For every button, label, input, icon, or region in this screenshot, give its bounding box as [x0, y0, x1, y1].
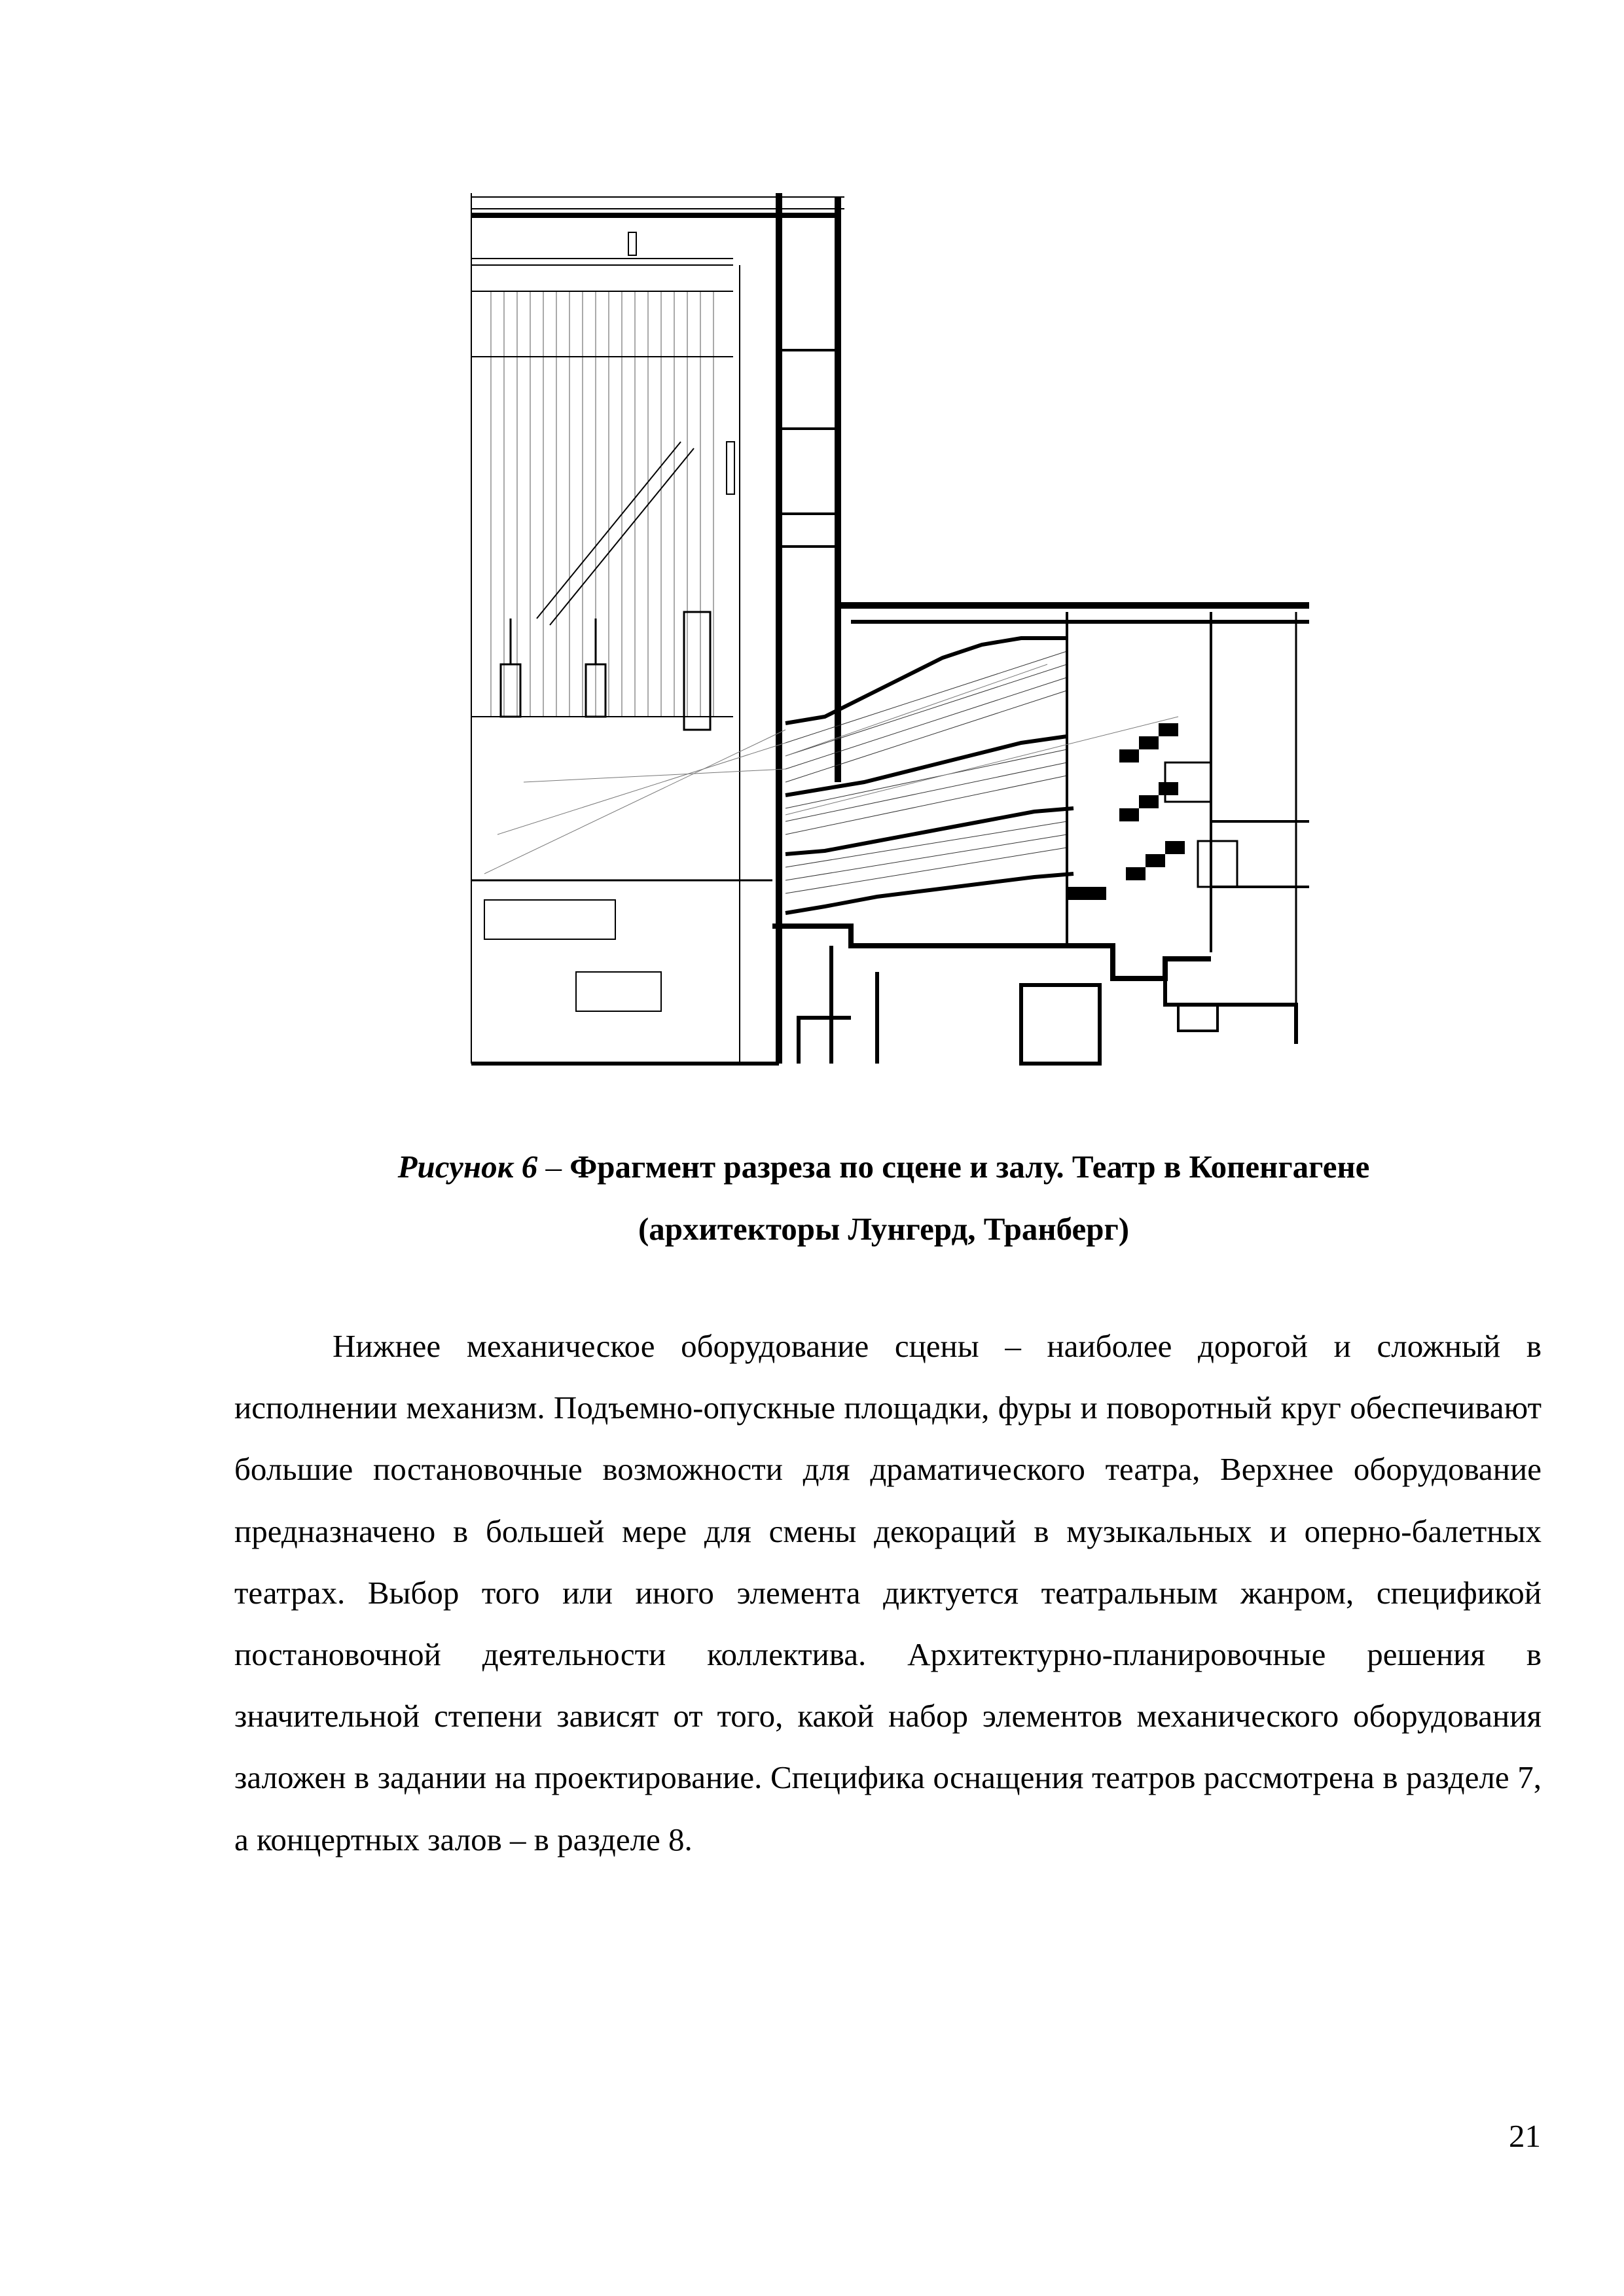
- page-number: 21: [1509, 2118, 1541, 2154]
- figure-label: Рисунок 6: [397, 1149, 538, 1185]
- body-text: [234, 1316, 1542, 1871]
- theater-section-drawing: [458, 193, 1309, 1080]
- paragraph: Нижнее механическое оборудование сцены – наиболее дорогой и сложный в исполнении механизм. Подъемно-опускные площадки, фуры и поворотный круг обеспечивают большие постановочные возможности для драматического театра, Верхнее оборудование предназначено в большей мере для смены декораций в музыкальных и оперно-балетных театрах. Выбор того или иного элемента диктуется театральным жанром, спецификой постановочной деятельности коллектива. Архитектурно-планировочные решения в значительной степени зависят от того, какой набор элементов механического оборудования заложен в задании на проектирование. Специфика оснащения театров рассмотрена в разделе 7, а концертных залов – в разделе 8.: [234, 1328, 1542, 1857]
- figure-authors: (архитекторы Лунгерд, Транберг): [638, 1211, 1130, 1247]
- caption-dash: –: [537, 1149, 570, 1185]
- caption-line-1: [236, 1136, 1532, 1198]
- section-drawing-svg: [458, 193, 1309, 1080]
- figure-title: Фрагмент разреза по сцене и залу. Театр в Копенгагене: [569, 1149, 1370, 1185]
- figure-caption: [236, 1136, 1532, 1260]
